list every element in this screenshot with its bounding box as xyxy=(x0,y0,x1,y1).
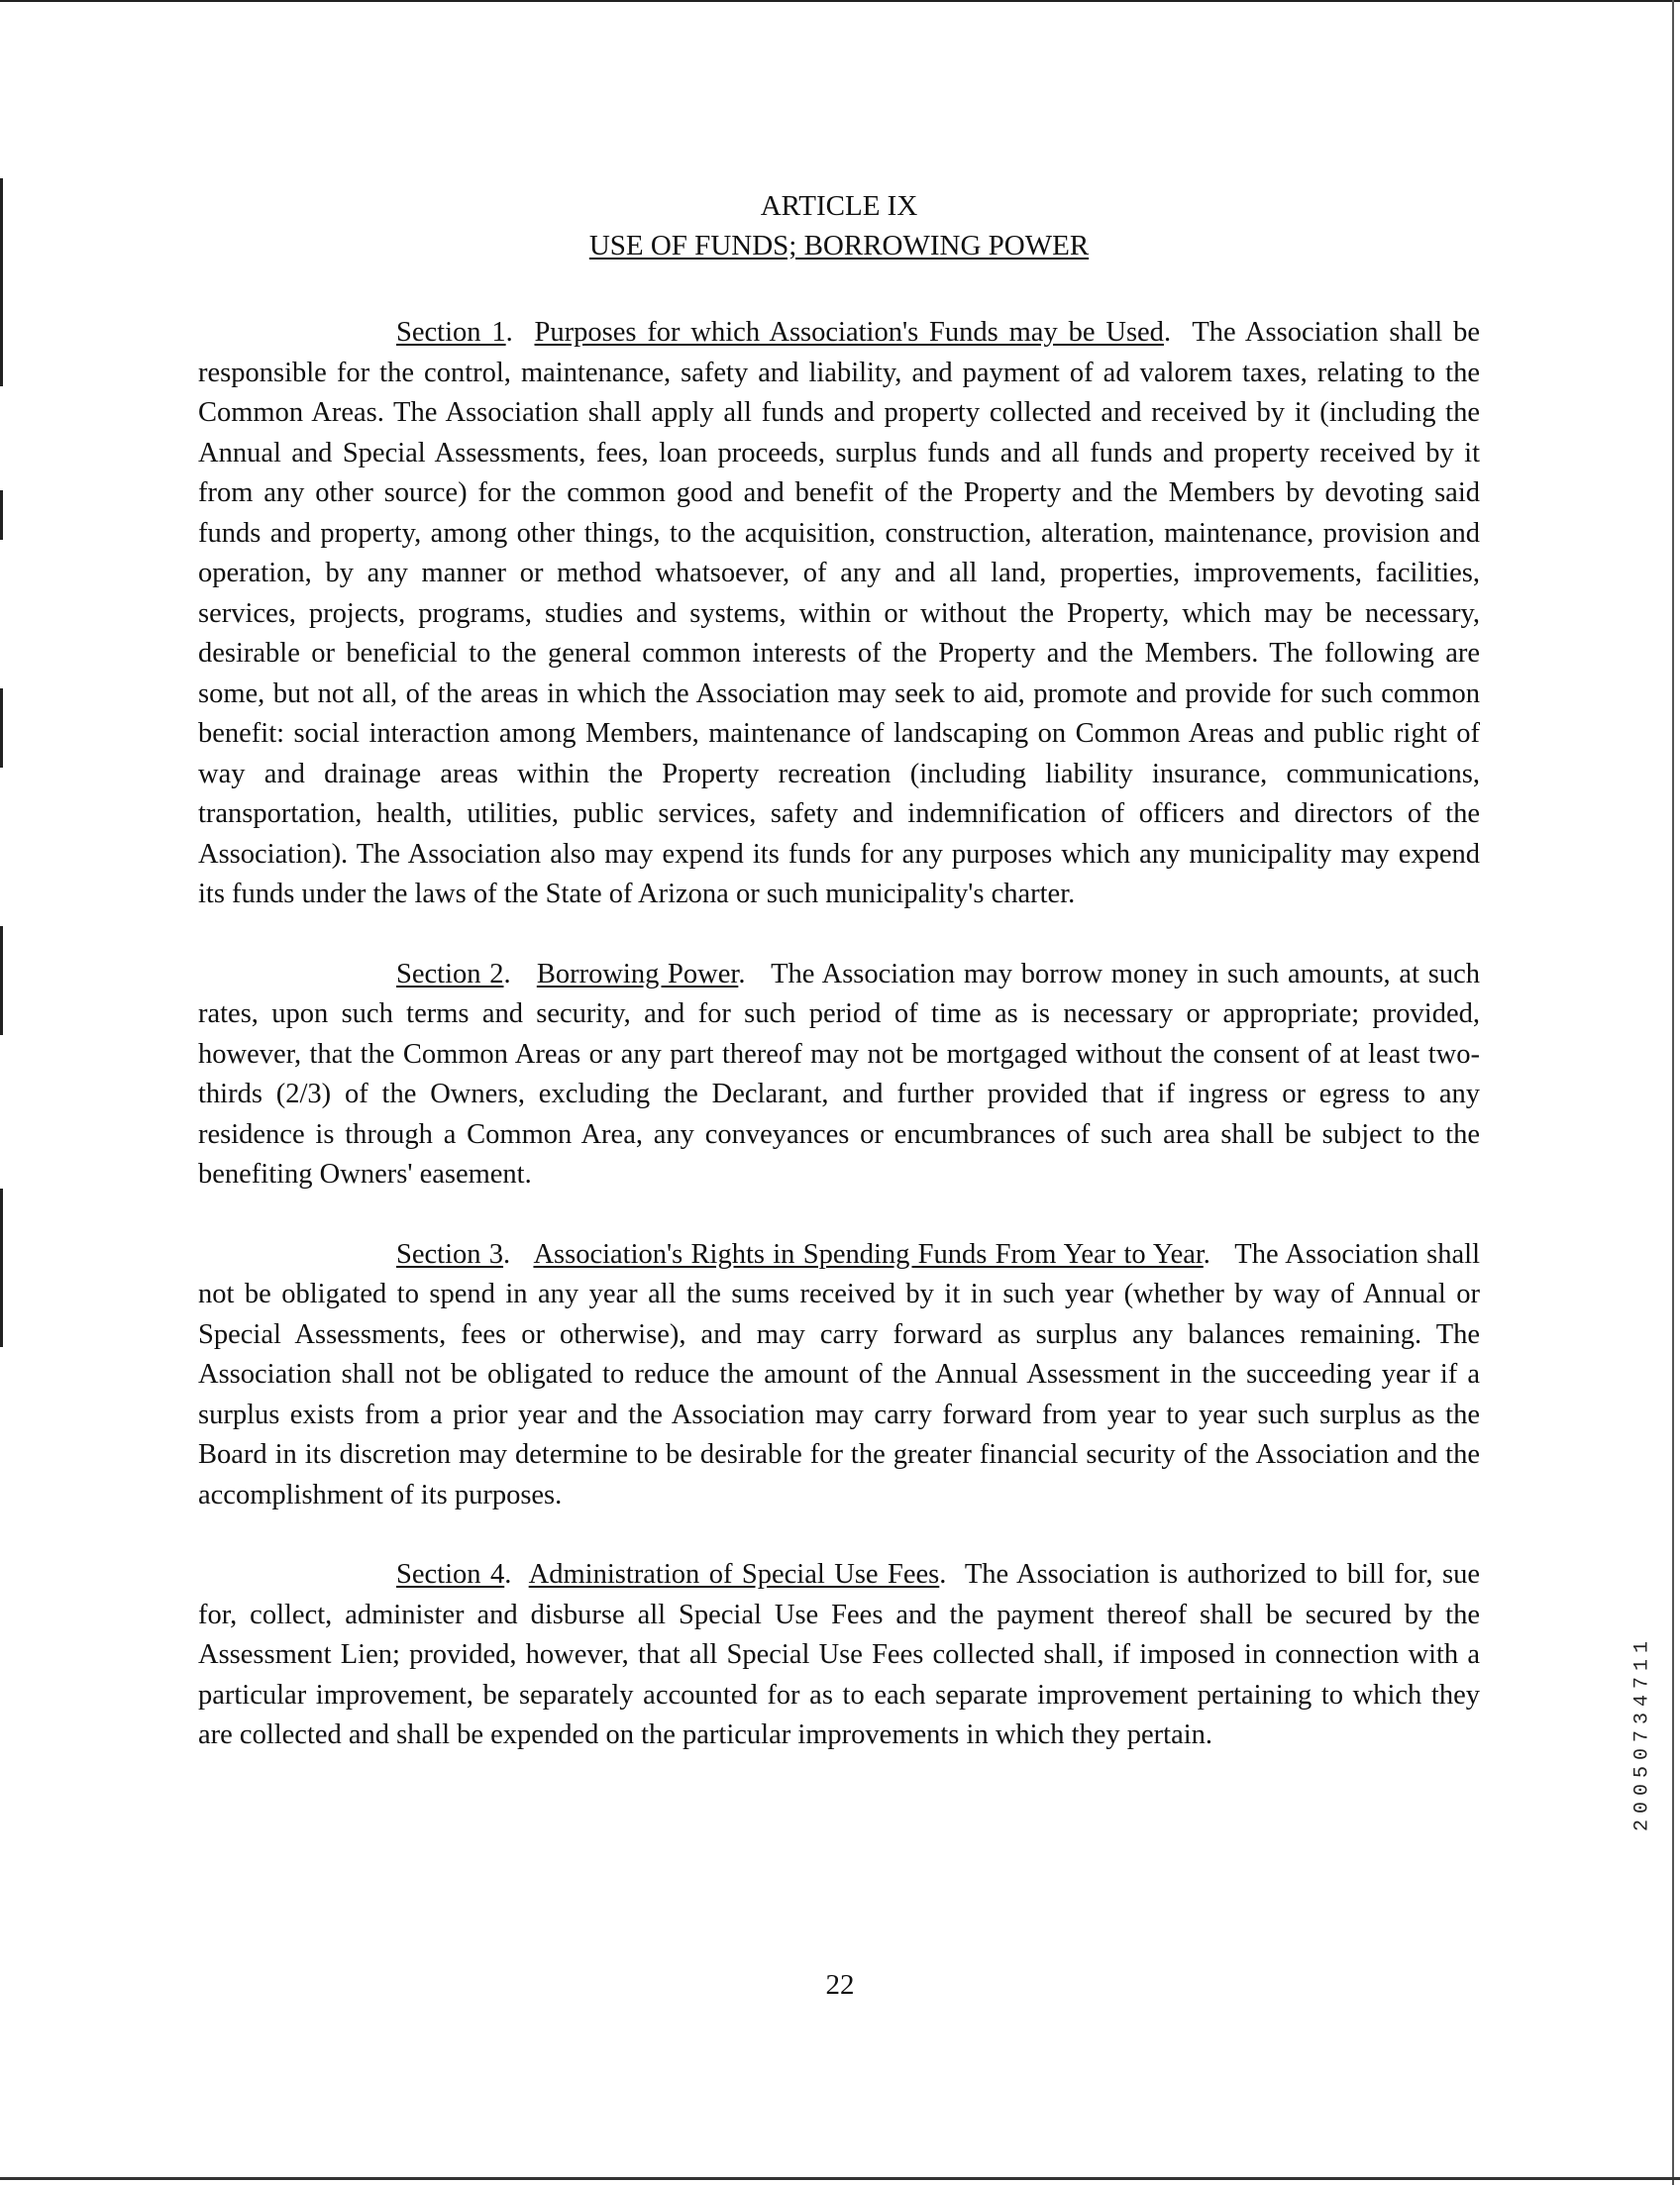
scan-left-mark xyxy=(0,490,3,540)
section-1-body: The Association shall be responsible for the control, maintenance, safety and liability, and payment of ad valorem taxes, relating to the Common Areas. The Association shall apply all funds and property collected and received by it (including the Annual and Special Assessments, fees, loan proceeds, surplus funds and all funds and property received by it from any other source) for the common good and benefit of the Property and the Members by devoting said funds and property, among other things, to the acquisition, construction, alteration, maintenance, provision and operation, by any manner or method whatsoever, of any and all land, properties, improvements, facilities, services, projects, programs, studies and systems, within or without the Property, which may be necessary, desirable or beneficial to the general common interests of the Property and the Members. The following are some, but not all, of the areas in which the Association may seek to aid, promote and provide for such common benefit: social interaction among Members, maintenance of landscaping on Common Areas and public right of way and drainage areas within the Property recreation (including liability insurance, communications, transportation, health, utilities, public services, safety and indemnification of officers and directors of the Association). The Association also may expend its funds for any purposes which any municipality may expend its funds under the laws of the State of Arizona or such municipality's charter. xyxy=(198,317,1480,909)
section-4-body: The Association is authorized to bill for, sue for, collect, administer and disburse all Special Use Fees and the payment thereof shall be secured by the Assessment Lien; provided, however, that all Special Use Fees collected shall, if imposed in connection with a particular improvement, be separately accounted for as to each separate improvement pertaining to which they are collected and shall be expended on the particular improvements in which they pertain. xyxy=(198,1559,1480,1750)
section-4-label: Section 4 xyxy=(396,1559,505,1590)
document-page xyxy=(198,186,1480,1756)
section-3-body: The Association shall not be obligated to spend in any year all the sums received by it in such year (whether by way of Annual or Special Assessments, fees or otherwise), and may carry forward as surplus any balances remaining. The Association shall not be obligated to reduce the amount of the Annual Assessment in the succeeding year if a surplus exists from a prior year and the Association may carry forward from year to year such surplus as the Board in its discretion may determine to be desirable for the greater financial security of the Association and the accomplishment of its purposes. xyxy=(198,1238,1480,1510)
scan-left-mark xyxy=(0,1189,3,1347)
section-4-heading: Administration of Special Use Fees xyxy=(528,1559,940,1590)
scan-left-mark xyxy=(0,178,3,386)
scan-left-mark xyxy=(0,688,3,768)
scan-edge-bottom xyxy=(0,2177,1680,2180)
article-title: ARTICLE IX xyxy=(760,190,918,222)
article-heading xyxy=(198,186,1480,265)
page-number: 22 xyxy=(825,1969,855,2001)
section-1-label: Section 1 xyxy=(396,317,506,348)
section-2-heading: Borrowing Power xyxy=(536,958,739,989)
side-recording-number: 20050734711 xyxy=(1630,1634,1654,1832)
section-2-paragraph: Section 2. Borrowing Power. The Association may borrow money in such amounts, at such rates, upon such terms and security, and for such period of time as is necessary or appropriate; provided, however, that the Common Areas or any part thereof may not be mortgaged without the consent of at least two-thirds (2/3) of the Owners, excluding the Declarant, and further provided that if ingress or egress to any residence is through a Common Area, any conveyances or encumbrances of such area shall be subject to the benefiting Owners' easement. xyxy=(198,958,1480,1190)
section-1-paragraph: Section 1. Purposes for which Association's Funds may be Used. The Association shall be responsible for the control, maintenance, safety and liability, and payment of ad valorem taxes, relating to the Common Areas. The Association shall apply all funds and property collected and received by it (including the Annual and Special Assessments, fees, loan proceeds, surplus funds and all funds and property received by it from any other source) for the common good and benefit of the Property and the Members by devoting said funds and property, among other things, to the acquisition, construction, alteration, maintenance, provision and operation, by any manner or method whatsoever, of any and all land, properties, improvements, facilities, services, projects, programs, studies and systems, within or without the Property, which may be necessary, desirable or beneficial to the general common interests of the Property and the Members. The following are some, but not all, of the areas in which the Association may seek to aid, promote and provide for such common benefit: social interaction among Members, maintenance of landscaping on Common Areas and public right of way and drainage areas within the Property recreation (including liability insurance, communications, transportation, health, utilities, public services, safety and indemnification of officers and directors of the Association). The Association also may expend its funds for any purposes which any municipality may expend its funds under the laws of the State of Arizona or such municipality's charter. xyxy=(198,317,1480,909)
section-2-body: The Association may borrow money in such amounts, at such rates, upon such terms and security, and for such period of time as is necessary or appropriate; provided, however, that the Common Areas or any part thereof may not be mortgaged without the consent of at least two-thirds (2/3) of the Owners, excluding the Declarant, and further provided that if ingress or egress to any residence is through a Common Area, any conveyances or encumbrances of such area shall be subject to the benefiting Owners' easement. xyxy=(198,958,1480,1190)
section-4-paragraph: Section 4. Administration of Special Use Fees. The Association is authorized to bill for, sue for, collect, administer and disburse all Special Use Fees and the payment thereof shall be secured by the Assessment Lien; provided, however, that all Special Use Fees collected shall, if imposed in connection with a particular improvement, be separately accounted for as to each separate improvement pertaining to which they are collected and shall be expended on the particular improvements in which they pertain. xyxy=(198,1559,1480,1750)
scan-edge-top xyxy=(0,0,1680,2)
scan-left-mark xyxy=(0,926,3,1035)
section-3-heading: Association's Rights in Spending Funds From Year to Year xyxy=(533,1238,1204,1270)
section-3-label: Section 3 xyxy=(396,1238,504,1270)
section-2-label: Section 2 xyxy=(396,958,504,989)
section-3-paragraph: Section 3. Association's Rights in Spending Funds From Year to Year. The Association shall not be obligated to spend in any year all the sums received by it in such year (whether by way of Annual or Special Assessments, fees or otherwise), and may carry forward as surplus any balances remaining. The Association shall not be obligated to reduce the amount of the Annual Assessment in the succeeding year if a surplus exists from a prior year and the Association may carry forward from year to year such surplus as the Board in its discretion may determine to be desirable for the greater financial security of the Association and the accomplishment of its purposes. xyxy=(198,1238,1480,1510)
scan-edge-right xyxy=(1672,0,1674,2185)
article-subtitle: USE OF FUNDS; BORROWING POWER xyxy=(588,230,1090,261)
section-1-heading: Purposes for which Association's Funds may be Used xyxy=(534,317,1164,348)
side-recording-stamp xyxy=(1625,1570,1660,1897)
